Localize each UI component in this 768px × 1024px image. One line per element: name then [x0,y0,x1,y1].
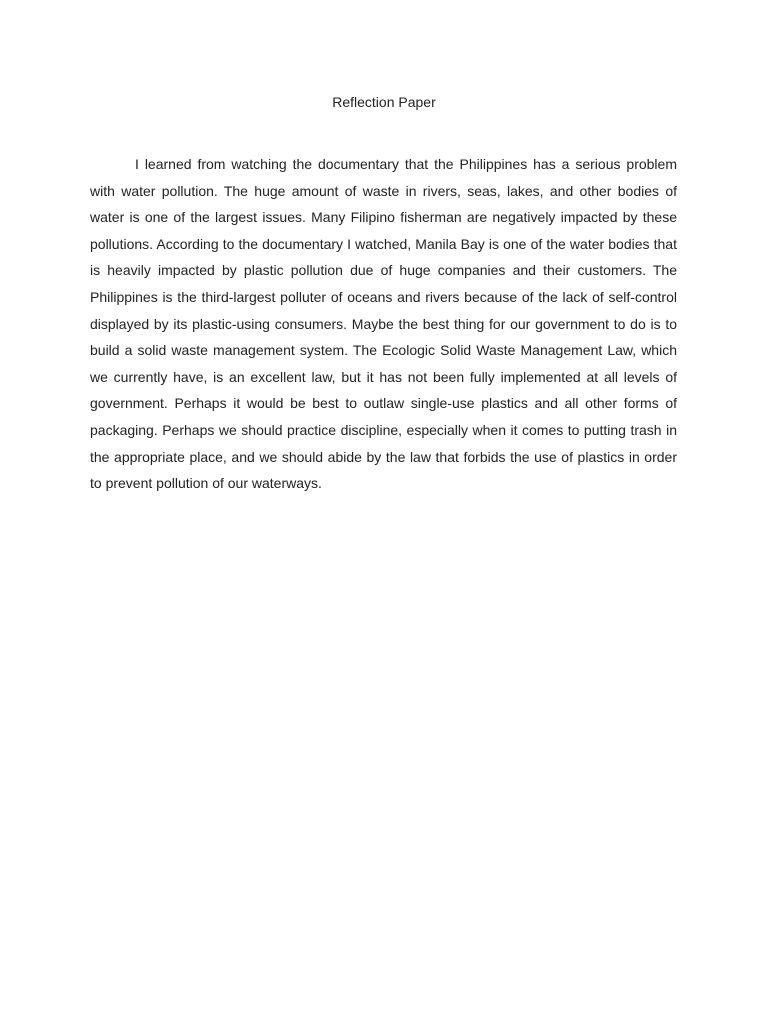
document-title: Reflection Paper [332,94,436,110]
body-paragraph: I learned from watching the documentary that the Philippines has a serious problem with water pollution. The huge amount of waste in rivers, seas, lakes, and other bodies of water is one of the largest issues. Many Filipino fisherman are negatively impacted by these pollutions. According to the documentary I watched, Manila Bay is one of the water bodies that is heavily impacted by plastic pollution due of huge companies and their customers. The Philippines is the third-largest polluter of oceans and rivers because of the lack of self-control displayed by its plastic-using consumers. Maybe the best thing for our government to do is to build a solid waste management system. The Ecologic Solid Waste Management Law, which we currently have, is an excellent law, but it has not been fully implemented at all levels of government. Perhaps it would be best to outlaw single-use plastics and all other forms of packaging. Perhaps we should practice discipline, especially when it comes to putting trash in the appropriate place, and we should abide by the law that forbids the use of plastics in order to prevent pollution of our waterways. [90,156,677,492]
